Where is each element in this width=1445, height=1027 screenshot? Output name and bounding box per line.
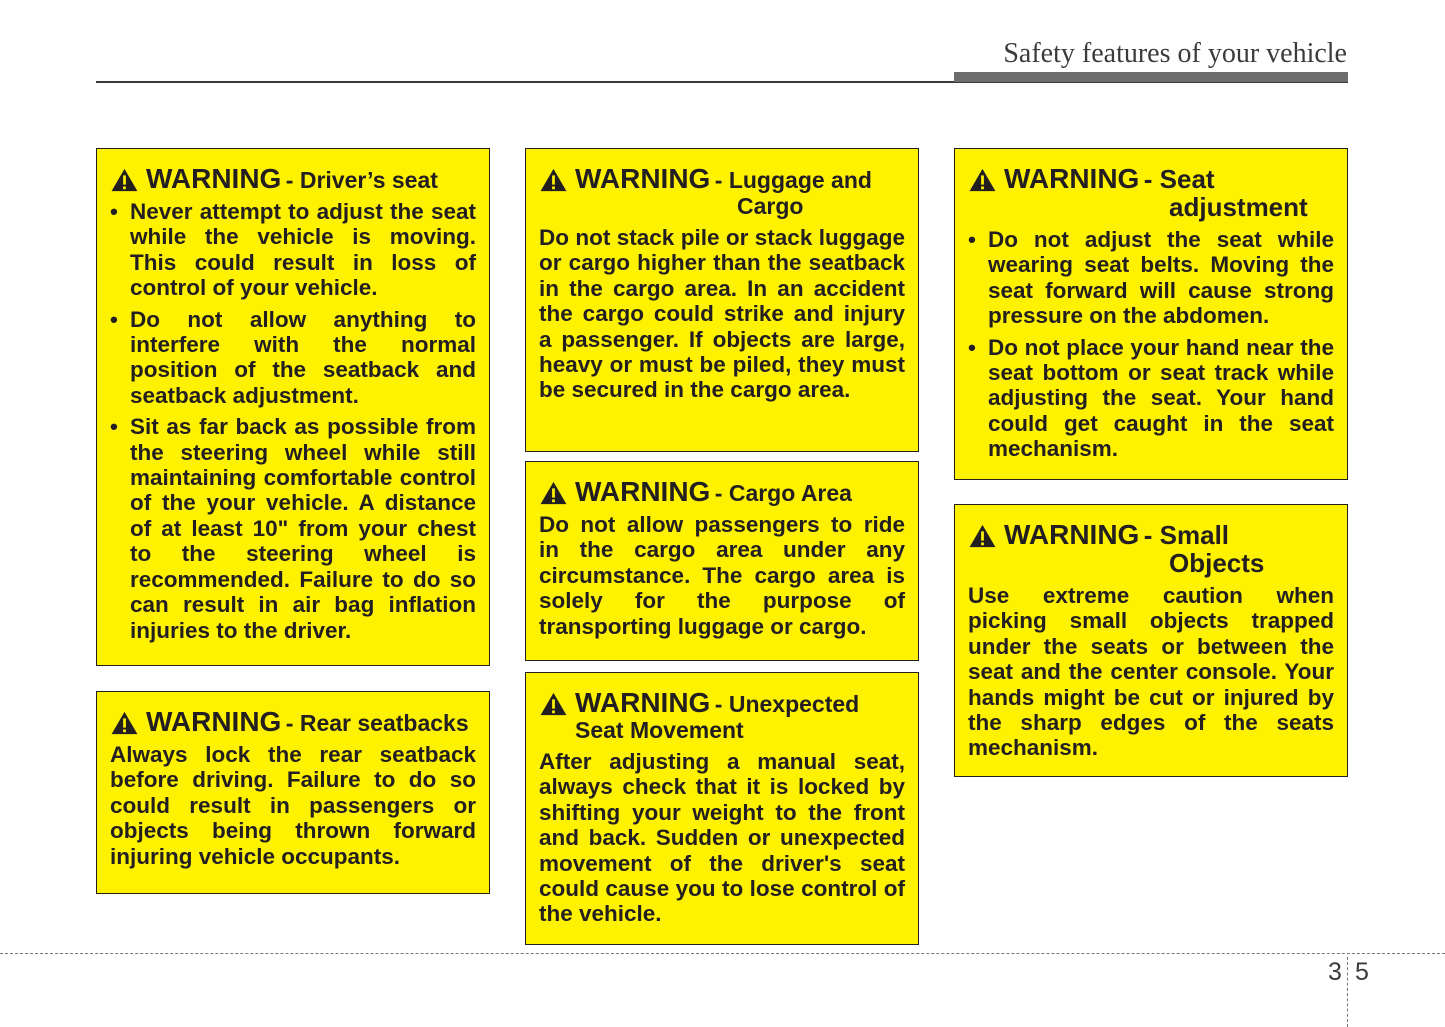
warning-body: After adjusting a manual seat, always check that it is locked by shifting your weight to the front and back. Sudden or unexpected movement of the driver's seat could cause you to lose control of the vehicle. <box>539 749 905 927</box>
list-item: • Sit as far back as possible from the steering wheel while still maintaining comfortable control of the your vehicle. A distance of at least 10" from your chest to the steering wheel is recommended. Failure to do so can result in air bag inflation injuries to the driver. <box>110 414 476 643</box>
page-number: 5 <box>1355 958 1369 986</box>
warning-word: WARNING <box>146 706 282 737</box>
warning-subtitle-line2: Seat Movement <box>575 717 744 743</box>
warning-subtitle: - Rear seatbacks <box>285 710 469 736</box>
warning-subtitle-line2: Cargo <box>737 193 804 219</box>
warning-subtitle: - Luggage and <box>714 167 872 193</box>
warning-word: WARNING <box>575 687 711 718</box>
list-item: • Do not adjust the seat while wearing seat belts. Moving the seat forward will cause strong pressure on the abdomen. <box>968 227 1334 329</box>
warning-triangle-icon <box>968 168 997 192</box>
warning-triangle-icon <box>539 168 568 192</box>
warning-box-cargo-area <box>525 461 919 661</box>
warning-box-luggage-cargo <box>525 148 919 452</box>
warning-box-drivers-seat <box>96 148 490 666</box>
warning-subtitle-line2: adjustment <box>1169 192 1308 222</box>
warning-box-rear-seatbacks <box>96 691 490 894</box>
warning-heading <box>968 521 1334 577</box>
chapter-number: 3 <box>1328 958 1342 986</box>
warning-triangle-icon <box>968 524 997 548</box>
warning-subtitle: - Small <box>1143 520 1230 550</box>
warning-box-small-objects <box>954 504 1348 777</box>
warning-list <box>968 227 1334 462</box>
page-number-divider <box>1347 957 1348 1027</box>
warning-subtitle-line2: Objects <box>1169 548 1265 578</box>
warning-box-unexpected-seat-movement <box>525 672 919 945</box>
warning-body: Use extreme caution when picking small objects trapped under the seats or between the seat and the center console. Your hands might be cut or injured by the sharp edges of the seats mechanism. <box>968 583 1334 761</box>
warning-word: WARNING <box>146 163 282 194</box>
footer-rule <box>0 953 1445 954</box>
warning-heading <box>539 165 905 219</box>
warning-heading <box>968 165 1334 221</box>
list-item: • Never attempt to adjust the seat while the vehicle is moving. This could result in loss of control of your vehicle. <box>110 199 476 301</box>
warning-subtitle: - Unexpected <box>714 691 860 717</box>
warning-heading <box>110 708 476 736</box>
warning-body: Do not allow passengers to ride in the cargo area under any circumstance. The cargo area is solely for the purpose of transporting luggage or cargo. <box>539 512 905 639</box>
warning-body: Always lock the rear seatback before driving. Failure to do so could result in passengers or objects being thrown forward injuring vehicle occupants. <box>110 742 476 869</box>
page-header-title: Safety features of your vehicle <box>1003 38 1347 69</box>
warning-triangle-icon <box>539 481 568 505</box>
warning-triangle-icon <box>110 711 139 735</box>
warning-box-seat-adjustment <box>954 148 1348 480</box>
warning-heading <box>110 165 476 193</box>
warning-word: WARNING <box>575 163 711 194</box>
warning-list <box>110 199 476 643</box>
list-item: • Do not place your hand near the seat bottom or seat track while adjusting the seat. Your hand could get caught in the seat mechanism. <box>968 335 1334 462</box>
warning-word: WARNING <box>1004 163 1140 194</box>
warning-heading <box>539 689 905 743</box>
warning-subtitle: - Cargo Area <box>714 480 852 506</box>
list-item: • Do not allow anything to interfere with the normal position of the seatback and seatback adjustment. <box>110 307 476 409</box>
warning-word: WARNING <box>575 476 711 507</box>
warning-body: Do not stack pile or stack luggage or cargo higher than the seatback in the cargo area. In an accident the cargo could strike and injury a passenger. If objects are large, heavy or must be piled, they must be secured in the cargo area. <box>539 225 905 403</box>
warning-subtitle: - Seat <box>1143 164 1215 194</box>
header-accent-bar <box>954 72 1348 82</box>
warning-triangle-icon <box>539 692 568 716</box>
warning-heading <box>539 478 905 506</box>
warning-triangle-icon <box>110 168 139 192</box>
warning-subtitle: - Driver’s seat <box>285 167 438 193</box>
warning-word: WARNING <box>1004 519 1140 550</box>
